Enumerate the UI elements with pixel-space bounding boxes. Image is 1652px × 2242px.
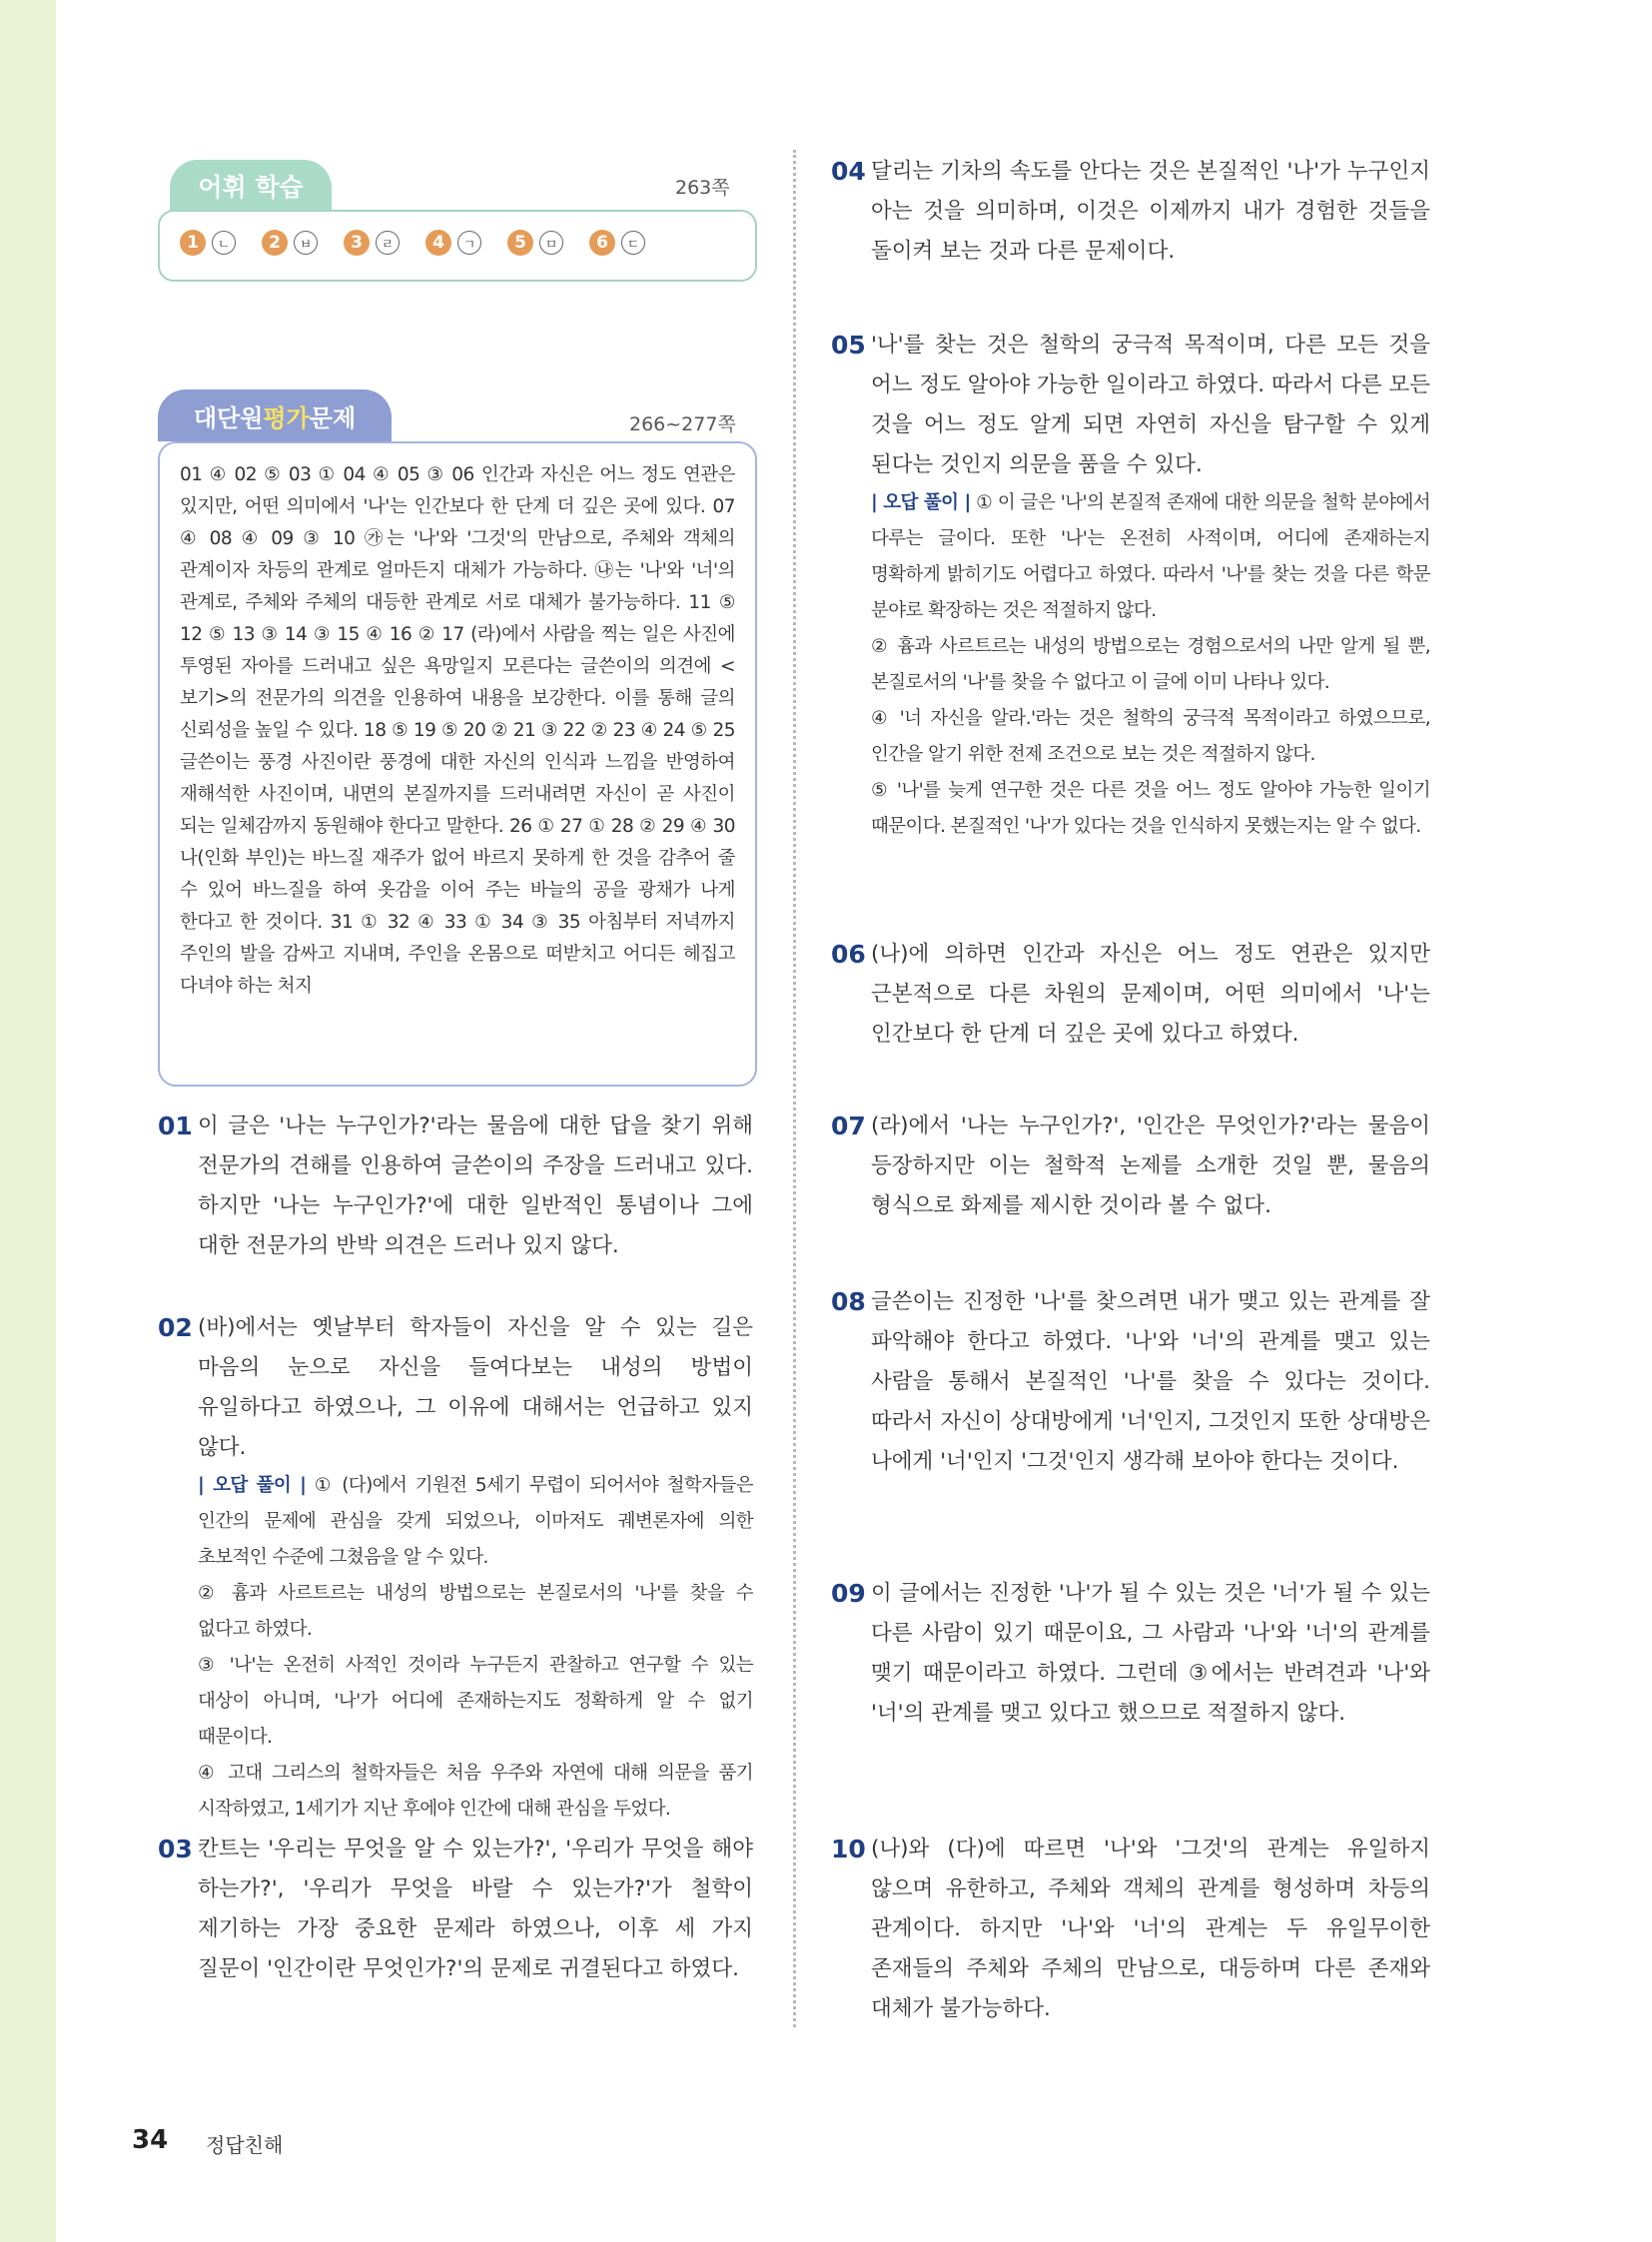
question-number-badge: 5 xyxy=(507,230,533,256)
note-text: ① 이 글은 '나'의 본질적 존재에 대한 의문을 철학 분야에서 다루는 글이다. 또한 '나'는 온전히 사적이며, 어디에 존재하는지 명확하게 밝히기도 어렵다고 하였다. 따라서 '나'를 찾는 것을 다른 학문 분야로 확장하는 것은 적절하지 않다. xyxy=(871,492,1431,621)
vocab-answer-item xyxy=(425,230,481,256)
note-line: ⑤ '나'를 늦게 연구한 것은 다른 것을 어느 정도 알아야 가능한 일이기 때문이다. 본질적인 '나'가 있다는 것을 인식하지 못했는지는 알 수 없다. xyxy=(871,780,1430,837)
question-number-badge: 3 xyxy=(344,230,370,256)
side-bar xyxy=(0,0,56,2242)
answer-number: 09 xyxy=(831,1579,866,1608)
note-line: ② 흄과 사르트르는 내성의 방법으로는 경험으로서의 나만 알게 될 뿐, 본질로서의 '나'를 찾을 수 없다고 이 글에 이미 나타나 있다. xyxy=(871,636,1430,693)
page-number: 34 xyxy=(132,2125,169,2155)
answer-body: 달리는 기차의 속도를 안다는 것은 본질적인 '나'가 누구인지 아는 것을 의미하며, 이것은 이제까지 내가 경험한 것들을 돌이켜 보는 것과 다른 문제이다. xyxy=(871,159,1430,264)
vocab-answer-item xyxy=(180,230,236,256)
vocab-answer-item xyxy=(507,230,563,256)
answer-block-05 xyxy=(831,326,1430,845)
column-divider xyxy=(793,150,796,2027)
vocab-page-ref: 263쪽 xyxy=(675,177,730,199)
answer-circle: ㄱ xyxy=(457,231,481,255)
answer-block-09 xyxy=(831,1574,1430,1734)
answer-block-06 xyxy=(831,935,1430,1055)
vocab-answer-item xyxy=(344,230,400,256)
vocab-answer-item xyxy=(589,230,645,256)
answer-number: 03 xyxy=(158,1835,193,1864)
answer-number: 06 xyxy=(831,940,866,969)
answer-block-01 xyxy=(158,1107,753,1266)
answer-body: 글쓴이는 진정한 '나'를 찾으려면 내가 맺고 있는 관계를 잘 파악해야 한다고 하였다. '나'와 '너'의 관계를 맺고 있는 사람을 통해서 본질적인 '나'를 찾을 수 있다는 것이다. 따라서 자신이 상대방에게 '너'인지, 그것인지 또한 상대방은 나에게 '너'인지 '그것'인지 생각해 보아야 한다는 것이다. xyxy=(871,1289,1430,1474)
answer-number: 02 xyxy=(158,1313,193,1342)
footer-label: 정답친해 xyxy=(206,2133,284,2157)
eval-page-ref: 266~277쪽 xyxy=(629,413,736,435)
note-line: ④ '너 자신을 알라.'라는 것은 철학의 궁극적 목적이라고 하였으므로, 인간을 알기 위한 전제 조건으로 보는 것은 적절하지 않다. xyxy=(871,708,1430,765)
vocab-title: 어휘 학습 xyxy=(170,160,332,212)
answer-number: 08 xyxy=(831,1287,866,1316)
eval-title-pre: 대단원 xyxy=(193,403,264,432)
eval-title-highlight: 평가 xyxy=(263,403,310,432)
answer-block-08 xyxy=(831,1282,1430,1482)
answer-circle: ㄴ xyxy=(212,231,236,255)
wrong-answer-note xyxy=(198,1468,753,1576)
eval-answer-text: 01 ④ 02 ⑤ 03 ① 04 ④ 05 ③ 06 인간과 자신은 어느 정도 연관은 있지만, 어떤 의미에서 '나'는 인간보다 한 단계 더 깊은 곳에 있다. 07 ④ 08 ④ 09 ③ 10 ㉮는 '나'와 '그것'의 만남으로, 주체와 객체의 관계이자 차등의 관계로 얼마든지 대체가 가능하다. ㉯는 '나'와 '너'의 관계로, 주체와 주체의 대등한 관계로 서로 대체가 불가능하다. 11 ⑤ 12 ⑤ 13 ③ 14 ③ 15 ④ 16 ② 17 (라)에서 사람을 찍는 일은 사진에 투영된 자아를 드러내고 싶은 욕망일지 모른다는 글쓴이의 의견에 <보기>의 전문가의 의견을 인용하여 내용을 보강한다. 이를 통해 글의 신뢰성을 높일 수 있다. 18 ⑤ 19 ⑤ 20 ② 21 ③ 22 ② 23 ④ 24 ⑤ 25 글쓴이는 풍경 사진이란 풍경에 대한 자신의 인식과 느낌을 반영하여 재해석한 사진이며, 내면의 본질까지를 드러내려면 자신이 곧 사진이 되는 일체감까지 동원해야 한다고 말한다. 26 ① 27 ① 28 ② 29 ④ 30 나(인화 부인)는 바느질 재주가 없어 바르지 못하게 한 것을 감추어 줄 수 있어 바느질을 하여 옷감을 이어 주는 바늘의 공을 광채가 나게 한다고 한 것이다. 31 ① 32 ④ 33 ① 34 ③ 35 아침부터 저녁까지 주인의 발을 감싸고 지내며, 주인을 온몸으로 떠받치고 어디든 헤집고 다녀야 하는 처지 xyxy=(180,464,735,997)
answer-block-04 xyxy=(831,152,1430,272)
answer-number: 10 xyxy=(831,1835,866,1864)
answer-body: 칸트는 '우리는 무엇을 알 수 있는가?', '우리가 무엇을 해야 하는가?', '우리가 무엇을 바랄 수 있는가?'가 철학이 제기하는 가장 중요한 문제라 하였으나, 이후 세 가지 질문이 '인간이란 무엇인가?'의 문제로 귀결된다고 하였다. xyxy=(198,1837,753,1981)
eval-title-post: 문제 xyxy=(309,403,357,432)
answer-number: 07 xyxy=(831,1112,866,1140)
answer-body: (나)에 의하면 인간과 자신은 어느 정도 연관은 있지만 근본적으로 다른 차원의 문제이며, 어떤 의미에서 '나'는 인간보다 한 단계 더 깊은 곳에 있다고 하였다. xyxy=(871,942,1430,1047)
vocab-answer-item xyxy=(262,230,318,256)
answer-block-02 xyxy=(158,1308,753,1828)
note-label: | 오답 풀이 | xyxy=(198,1475,307,1496)
answer-circle: ㅂ xyxy=(294,231,318,255)
answer-block-10 xyxy=(831,1830,1430,2029)
note-label: | 오답 풀이 | xyxy=(871,492,971,513)
answer-body: (라)에서 '나는 누구인가?', '인간은 무엇인가?'라는 물음이 등장하지만 이는 철학적 논제를 소개한 것일 뿐, 물음의 형식으로 화제를 제시한 것이라 볼 수 없다. xyxy=(871,1114,1430,1218)
answer-number: 04 xyxy=(831,157,866,186)
note-line: ③ '나'는 온전히 사적인 것이라 누구든지 관찰하고 연구할 수 있는 대상이 아니며, '나'가 어디에 존재하는지도 정확하게 알 수 없기 때문이다. xyxy=(198,1655,753,1748)
answer-body: 이 글은 '나는 누구인가?'라는 물음에 대한 답을 찾기 위해 전문가의 견해를 인용하여 글쓴이의 주장을 드러내고 있다. 하지만 '나는 누구인가?'에 대한 일반적인 통념이나 그에 대한 전문가의 반박 의견은 드러나 있지 않다. xyxy=(198,1114,753,1258)
answer-circle: ㄷ xyxy=(621,231,645,255)
answer-body: (바)에서는 옛날부터 학자들이 자신을 알 수 있는 길은 마음의 눈으로 자신을 들여다보는 내성의 방법이 유일하다고 하였으나, 그 이유에 대해서는 언급하고 있지 않다. xyxy=(198,1315,753,1460)
answer-block-03 xyxy=(158,1830,753,1989)
note-text: ① (다)에서 기원전 5세기 무렵이 되어서야 철학자들은 인간의 문제에 관심을 갖게 되었으나, 이마저도 궤변론자에 의한 초보적인 수준에 그쳤음을 알 수 있다. xyxy=(198,1475,754,1568)
answer-circle: ㄹ xyxy=(376,231,400,255)
answer-number: 05 xyxy=(831,331,866,360)
question-number-badge: 4 xyxy=(425,230,451,256)
note-line: ② 흄과 사르트르는 내성의 방법으로는 본질로서의 '나'를 찾을 수 없다고 하였다. xyxy=(198,1583,753,1640)
answer-body: 이 글에서는 진정한 '나'가 될 수 있는 것은 '너'가 될 수 있는 다른 사람이 있기 때문이요, 그 사람과 '나'와 '너'의 관계를 맺기 때문이라고 하였다. 그런데 ③에서는 반려견과 '나'와 '너'의 관계를 맺고 있다고 했으므로 적절하지 않다. xyxy=(871,1581,1430,1726)
answer-number: 01 xyxy=(158,1112,193,1140)
answer-body: '나'를 찾는 것은 철학의 궁극적 목적이며, 다른 모든 것을 어느 정도 알아야 가능한 일이라고 하였다. 따라서 다른 모든 것을 어느 정도 알게 되면 자연히 자신을 탐구할 수 있게 된다는 것인지 의문을 품을 수 있다. xyxy=(871,333,1430,477)
answer-body: (나)와 (다)에 따르면 '나'와 '그것'의 관계는 유일하지 않으며 유한하고, 주체와 객체의 관계를 형성하며 차등의 관계이다. 하지만 '나'와 '너'의 관계는 두 유일무이한 존재들의 주체와 주체의 만남으로, 대등하며 다른 존재와 대체가 불가능하다. xyxy=(871,1837,1430,2021)
note-line: ④ 고대 그리스의 철학자들은 처음 우주와 자연에 대해 의문을 품기 시작하였고, 1세기가 지난 후에야 인간에 대해 관심을 두었다. xyxy=(198,1763,753,1820)
question-number-badge: 6 xyxy=(589,230,615,256)
wrong-answer-note xyxy=(871,485,1430,629)
question-number-badge: 1 xyxy=(180,230,206,256)
answer-block-07 xyxy=(831,1107,1430,1226)
question-number-badge: 2 xyxy=(262,230,288,256)
vocab-answers xyxy=(180,230,645,256)
eval-title xyxy=(158,389,392,441)
answer-circle: ㅁ xyxy=(539,231,563,255)
